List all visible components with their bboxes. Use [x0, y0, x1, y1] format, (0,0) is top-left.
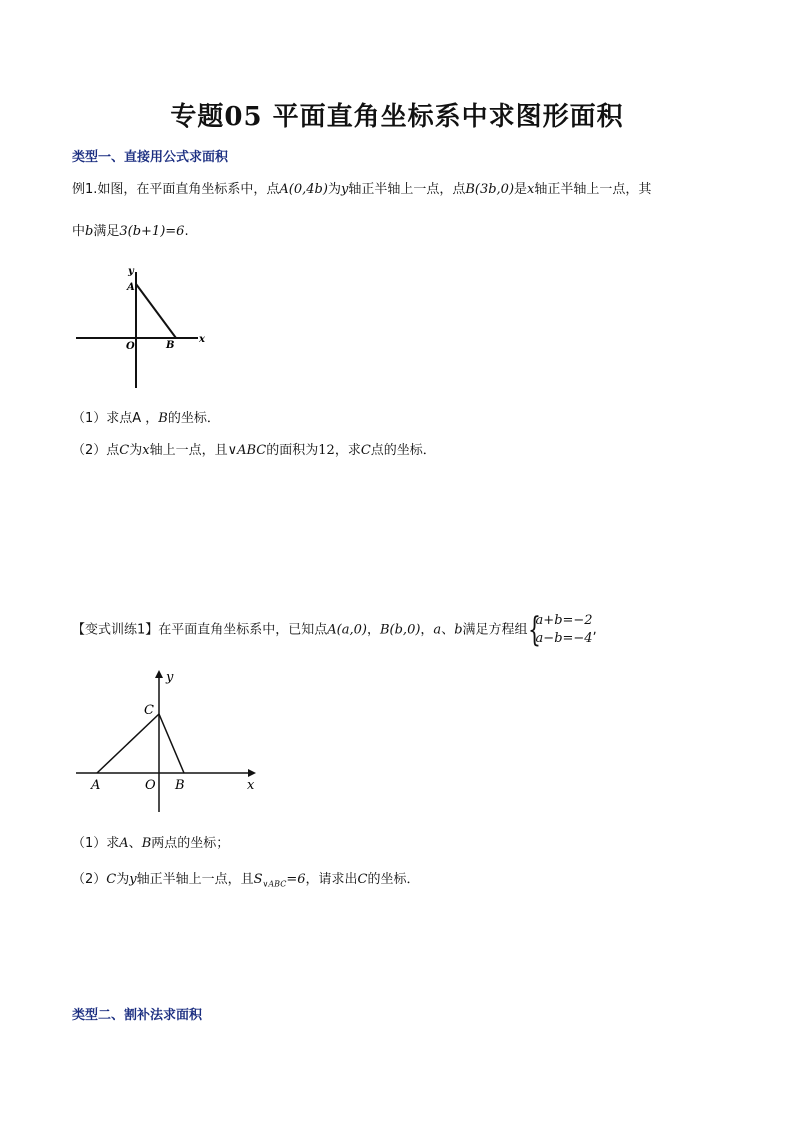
variant1-question1: [72, 834, 229, 854]
text: （2）: [72, 872, 107, 887]
text: 、: [128, 836, 142, 851]
point-A-expression: A(a,0): [327, 622, 367, 638]
var-A: A: [119, 836, 129, 851]
equation-system: [528, 612, 593, 648]
text: （1）求: [72, 836, 120, 851]
variant1-figure: [70, 664, 270, 814]
label-x: x: [199, 334, 205, 345]
label-O: O: [126, 341, 135, 352]
text: 为: [129, 443, 143, 458]
var-C: C: [360, 443, 371, 458]
var-b: b: [85, 224, 94, 239]
triangle-ABC: ∨ABC: [227, 443, 267, 458]
equation-2: a−b=−4: [535, 631, 593, 646]
var-x: x: [527, 182, 535, 197]
point-A-expression: A(0,4b): [279, 182, 328, 197]
text: 轴正半轴上一点，点: [348, 182, 466, 197]
text: ，请求出: [305, 872, 358, 887]
y-axis-arrow-icon: [155, 670, 163, 678]
var-C: C: [119, 443, 130, 458]
point-B-expression: B(3b,0): [465, 182, 515, 197]
var-x: x: [142, 443, 150, 458]
segment-AC: [97, 714, 159, 773]
label-y: y: [128, 266, 134, 277]
area-symbol: S: [253, 872, 263, 887]
example1-text-line1: [72, 180, 651, 200]
label-O: O: [145, 778, 156, 793]
text: 两点的坐标；: [151, 836, 230, 851]
area-subscript: ∨ABC: [262, 879, 287, 889]
example1-figure: [70, 262, 220, 392]
page-title: 专题05 平面直角坐标系中求图形面积: [170, 102, 624, 132]
text: ，: [420, 622, 434, 638]
text: 满足方程组: [462, 622, 528, 638]
text: 的面积为: [266, 443, 319, 458]
area-value: 12: [318, 443, 335, 458]
label-C: C: [144, 703, 154, 718]
text: （1）求点A ，: [72, 411, 159, 426]
example1-question2: [72, 441, 436, 461]
text: 例1.如图，在平面直角坐标系中，点: [72, 182, 280, 197]
text: 、: [441, 622, 455, 638]
brace-glyph: {: [527, 610, 541, 650]
text: 为: [327, 182, 341, 197]
text: 【变式训练1】在平面直角坐标系中，已知点: [72, 622, 328, 638]
text: （2）点: [72, 443, 120, 458]
text: 轴上一点，且: [149, 443, 228, 458]
text: ，求: [334, 443, 361, 458]
variant1-text-line1: [72, 612, 597, 648]
text: 中: [72, 224, 86, 239]
var-y: y: [129, 872, 137, 887]
label-A: A: [91, 778, 101, 793]
equation: 3(b+1)=6: [119, 224, 185, 239]
var-a: a: [433, 622, 442, 638]
point-B-expression: B(b,0): [379, 622, 421, 638]
var-B: B: [158, 411, 168, 426]
text: 轴正半轴上一点，其: [534, 182, 652, 197]
var-C: C: [106, 872, 117, 887]
text: 是: [514, 182, 528, 197]
text: 的坐标．: [367, 872, 420, 887]
x-axis-arrow-icon: [248, 769, 256, 777]
area-value: =6: [286, 872, 306, 887]
label-B: B: [175, 778, 185, 793]
var-B: B: [141, 836, 152, 851]
text: 为: [116, 872, 130, 887]
text: 满足: [93, 224, 120, 239]
segment-AB: [136, 284, 176, 338]
example1-text-line2: [72, 222, 189, 242]
var-C: C: [357, 872, 368, 887]
label-x: x: [247, 778, 255, 793]
text: 轴正半轴上一点，且: [136, 872, 254, 887]
text: 的坐标．: [167, 411, 220, 426]
text: ,: [592, 622, 597, 638]
label-A: A: [127, 282, 135, 293]
label-y: y: [166, 670, 174, 685]
label-B: B: [166, 340, 175, 351]
text: 点的坐标．: [370, 443, 436, 458]
section-heading-type2: 类型二、割补法求面积: [72, 1008, 203, 1023]
section-heading-type1: 类型一、直接用公式求面积: [72, 150, 229, 165]
var-b: b: [454, 622, 463, 638]
equation-1: a+b=−2: [535, 613, 593, 628]
example1-question1: [72, 409, 220, 429]
segment-CB: [159, 714, 184, 773]
variant1-question2: [72, 870, 419, 895]
text: .: [184, 224, 189, 239]
var-y: y: [340, 182, 349, 197]
text: ，: [366, 622, 380, 638]
